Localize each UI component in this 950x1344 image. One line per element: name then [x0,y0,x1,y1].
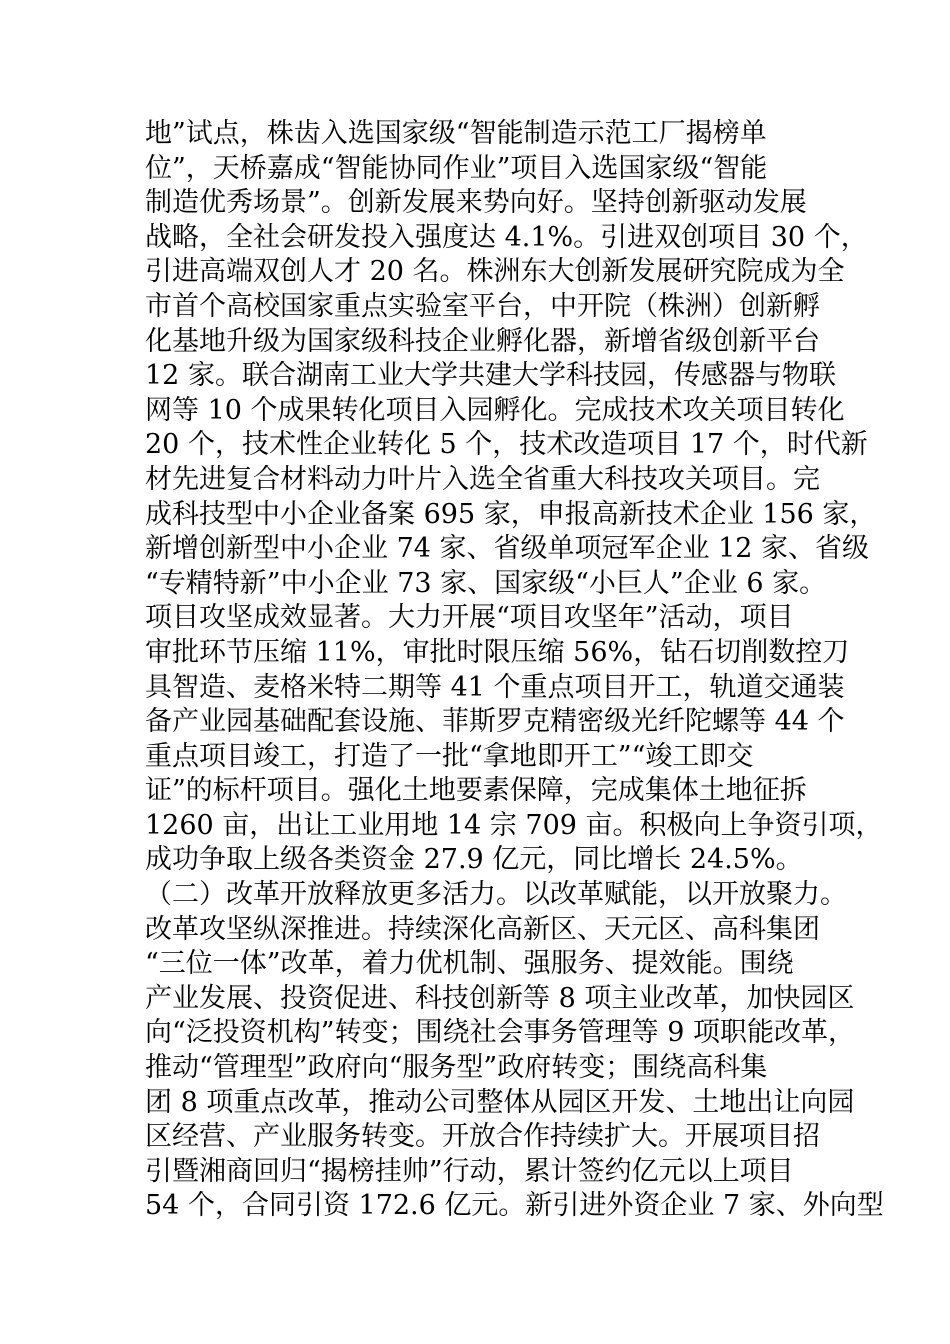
text-line: 成科技型中小企业备案 695 家，申报高新技术企业 156 家， [145,498,877,530]
text-line: 化基地升级为国家级科技企业孵化器，新增省级创新平台 [145,325,820,357]
text-line: 战略，全社会研发投入强度达 4.1%。引进双创项目 30 个， [145,221,868,253]
text-line: 审批环节压缩 11%，审批时限压缩 56%，钻石切削数控刀 [145,636,850,668]
text-line: 产业发展、投资促进、科技创新等 8 项主业改革，加快园区 [145,982,855,1014]
text-line: 网等 10 个成果转化项目入园孵化。完成技术攻关项目转化 [145,394,845,426]
text-line: “三位一体”改革，着力优机制、强服务、提效能。围绕 [145,948,794,980]
section-heading-line: （二）改革开放释放更多活力。以改革赋能，以开放聚力。 [145,879,847,911]
text-line: 项目攻坚成效显著。大力开展“项目攻坚年”活动，项目 [145,602,794,634]
text-line: 区经营、产业服务转变。开放合作持续扩大。开展项目招 [145,1121,820,1153]
text-line: 制造优秀场景”。创新发展来势向好。坚持创新驱动发展 [145,187,807,219]
text-line: 引暨湘商回归“揭榜挂帅”行动，累计签约亿元以上项目 [145,1155,794,1187]
text-line: 向“泛投资机构”转变；围绕社会事务管理等 9 项职能改革， [145,1017,855,1049]
text-line: 具智造、麦格米特二期等 41 个重点项目开工，轨道交通装 [145,671,845,703]
text-line: 重点项目竣工，打造了一批“拿地即开工”“竣工即交 [145,740,754,772]
text-line: “专精特新”中小企业 73 家、国家级“小巨人”企业 6 家。 [145,567,827,599]
text-line: 引进高端双创人才 20 名。株洲东大创新发展研究院成为全 [145,256,845,288]
text-line: 备产业园基础配套设施、菲斯罗克精密级光纤陀螺等 44 个 [145,706,845,738]
text-line: 12 家。联合湖南工业大学共建大学科技园，传感器与物联 [145,360,836,392]
text-line: 54 个，合同引资 172.6 亿元。新引进外资企业 7 家、外向型 [145,1190,884,1222]
text-line: 材先进复合材料动力叶片入选全省重大科技攻关项目。完 [145,463,820,495]
text-line: 市首个高校国家重点实验室平台，中开院（株洲）创新孵 [145,290,820,322]
text-line: 团 8 项重点改革，推动公司整体从园区开发、土地出让向园 [145,1086,855,1118]
text-line: 位”，天桥嘉成“智能协同作业”项目入选国家级“智能 [145,152,768,184]
text-line: 新增创新型中小企业 74 家、省级单项冠军企业 12 家、省级 [145,533,870,565]
text-line: 证”的标杆项目。强化土地要素保障，完成集体土地征拆 [145,775,807,807]
text-line: 地”试点，株齿入选国家级“智能制造示范工厂揭榜单 [145,118,767,149]
text-line: 改革攻坚纵深推进。持续深化高新区、天元区、高科集团 [145,913,820,945]
body-text [145,117,884,1224]
text-line: 成功争取上级各类资金 27.9 亿元，同比增长 24.5%。 [145,844,803,876]
text-line: 20 个，技术性企业转化 5 个，技术改造项目 17 个，时代新 [145,429,868,461]
text-line: 推动“管理型”政府向“服务型”政府转变；围绕高科集 [145,1052,768,1084]
text-line: 1260 亩，出让工业用地 14 宗 709 亩。积极向上争资引项， [145,809,883,841]
